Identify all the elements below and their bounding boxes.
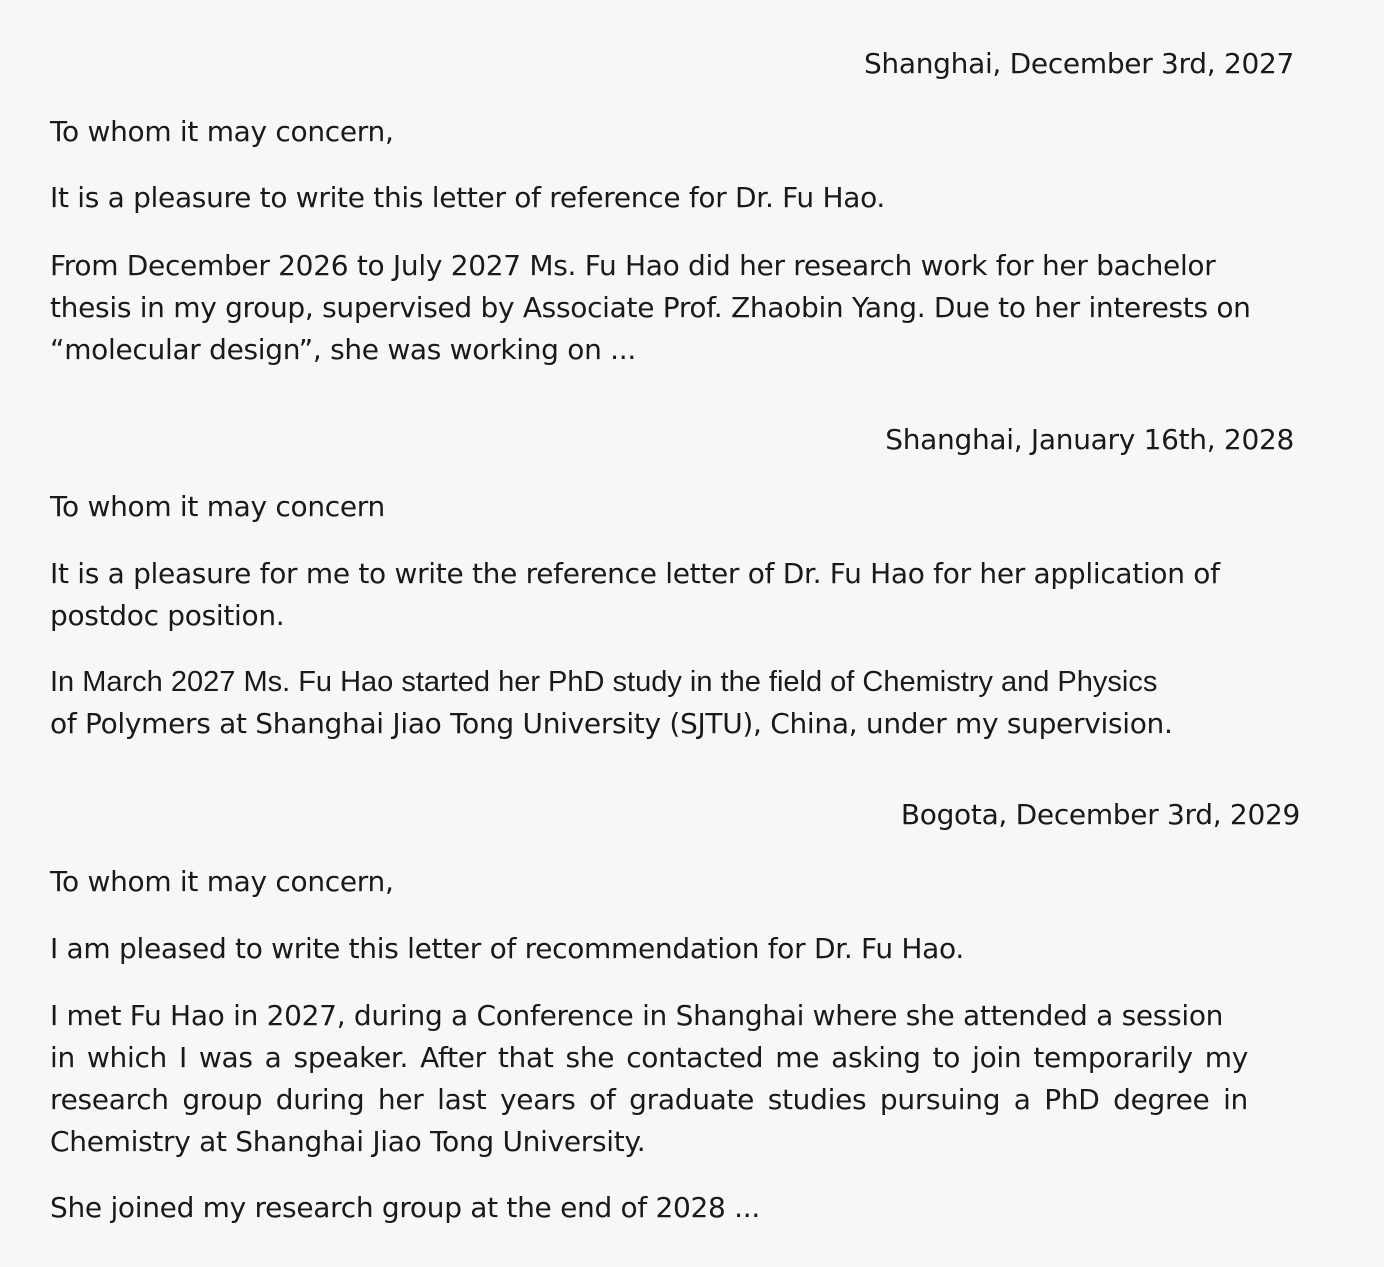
- letter-3-closing: She joined my research group at the end of 2028 ...: [50, 1191, 760, 1224]
- letter-3-body-line: research group during her last years of graduate studies pursuing a PhD degree in: [50, 1083, 1248, 1116]
- letter-2-date: Shanghai, January 16th, 2028: [885, 423, 1294, 456]
- letter-3-body-line: I met Fu Hao in 2027, during a Conference in Shanghai where she attended a session: [50, 999, 1224, 1032]
- letter-2-body-line: In March 2027 Ms. Fu Hao started her PhD study in the field of Chemistry and Physics: [50, 666, 1158, 698]
- letter-1-opening: It is a pleasure to write this letter of reference for Dr. Fu Hao.: [50, 181, 886, 214]
- letter-1-body: [50, 245, 1251, 371]
- letter-2-opening: [50, 553, 1220, 637]
- letter-2-body-line: of Polymers at Shanghai Jiao Tong University (SJTU), China, under my supervision.: [50, 707, 1173, 740]
- letter-1-salutation: To whom it may concern,: [50, 115, 394, 148]
- letter-1-body-line: “molecular design”, she was working on ...: [50, 333, 636, 366]
- letter-2-opening-line: postdoc position.: [50, 599, 285, 632]
- letter-3-body-line: Chemistry at Shanghai Jiao Tong University.: [50, 1125, 646, 1158]
- letter-3-opening: I am pleased to write this letter of recommendation for Dr. Fu Hao.: [50, 932, 964, 965]
- letter-3-date: Bogota, December 3rd, 2029: [900, 798, 1300, 831]
- letter-2-salutation: To whom it may concern: [50, 490, 385, 523]
- letter-1-date: Shanghai, December 3rd, 2027: [863, 47, 1294, 80]
- letter-2-body: [50, 661, 1173, 745]
- letter-1-body-line: thesis in my group, supervised by Associate Prof. Zhaobin Yang. Due to her interests on: [50, 291, 1251, 324]
- letter-3-salutation: To whom it may concern,: [50, 865, 394, 898]
- letter-3-body: [50, 995, 1248, 1163]
- letter-1-body-line: From December 2026 to July 2027 Ms. Fu Hao did her research work for her bachelor: [50, 249, 1216, 282]
- letter-3-body-line: in which I was a speaker. After that she contacted me asking to join temporarily my: [50, 1041, 1248, 1074]
- letter-2-opening-line: It is a pleasure for me to write the reference letter of Dr. Fu Hao for her application of: [50, 557, 1220, 590]
